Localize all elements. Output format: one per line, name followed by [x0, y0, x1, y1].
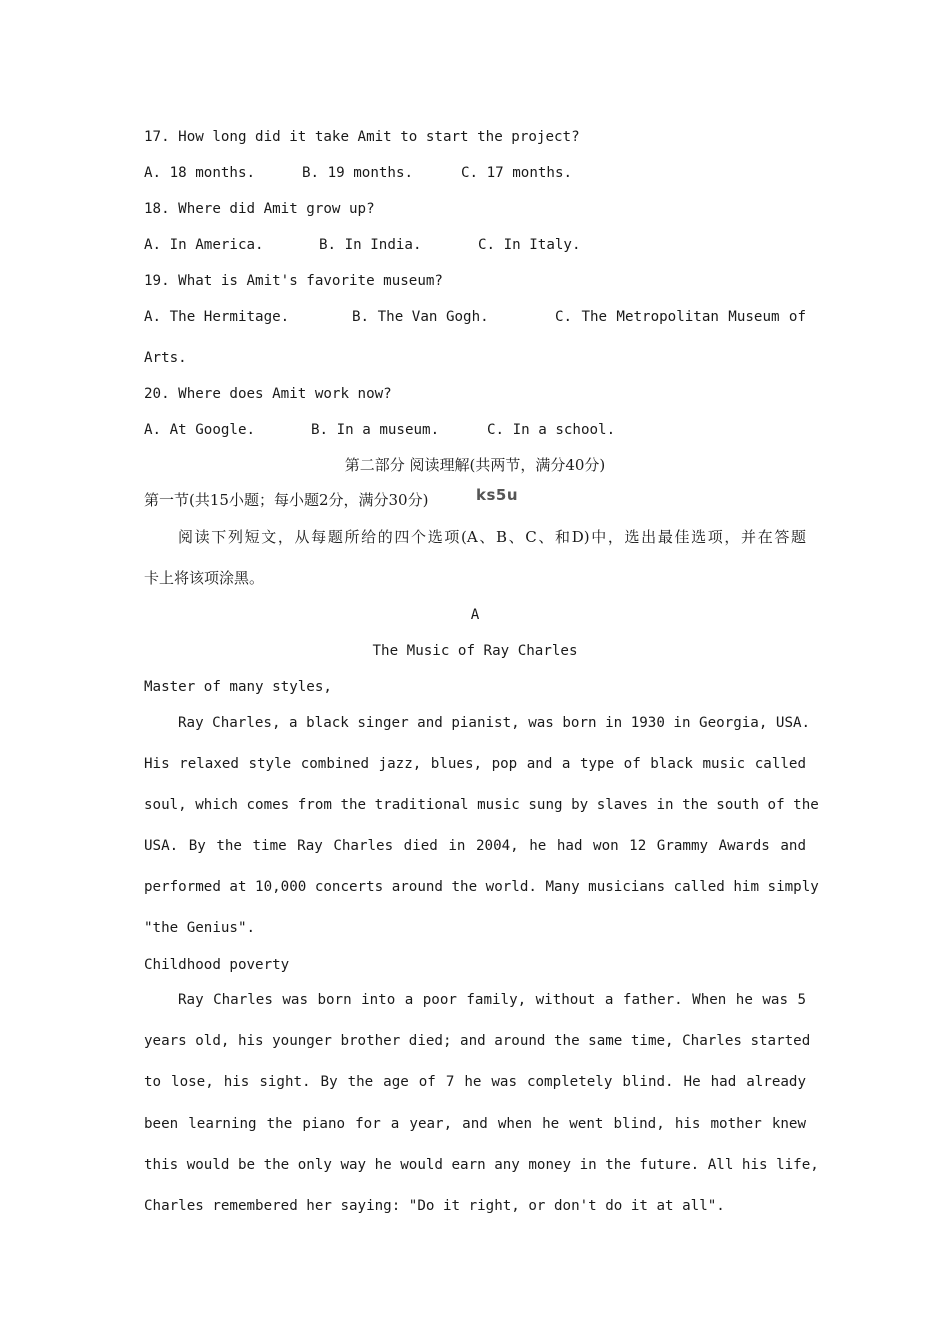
paragraph-2-line-5: this would be the only way he would earn any money in the future. All his life, — [144, 1157, 819, 1173]
paragraph-2-line-6: Charles remembered her saying: "Do it right, or don't do it at all". — [144, 1198, 725, 1214]
question-17-stem: 17. How long did it take Amit to start the project? — [144, 129, 580, 145]
paragraph-1-line-6: "the Genius". — [144, 920, 256, 936]
question-19-option-c-continued: Arts. — [144, 350, 187, 366]
paragraph-1-line-2: His relaxed style combined jazz, blues, pop and a type of black music called — [144, 756, 806, 772]
ks5u-logo: ks5u — [476, 486, 519, 504]
passage-letter: A — [470, 607, 480, 623]
question-20-option-a: A. At Google. — [144, 422, 256, 438]
question-20-option-c: C. In a school. — [487, 422, 616, 438]
passage-title: The Music of Ray Charles — [372, 643, 578, 659]
question-19-option-b: B. The Van Gogh. — [352, 309, 489, 325]
instruction-line-1: 阅读下列短文，从每题所给的四个选项(A、B、C、和D)中，选出最佳选项，并在答题 — [178, 528, 806, 546]
question-18-option-a: A. In America. — [144, 237, 264, 253]
question-17-option-a: A. 18 months. — [144, 165, 256, 181]
question-20-stem: 20. Where does Amit work now? — [144, 386, 392, 402]
paragraph-2-line-1: Ray Charles was born into a poor family, without a father. When he was 5 — [178, 992, 806, 1008]
question-18-option-b: B. In India. — [319, 237, 422, 253]
subheading-master-of-many-styles: Master of many styles, — [144, 679, 332, 695]
part-two-heading: 第二部分 阅读理解(共两节，满分40分) — [344, 456, 606, 474]
question-17-option-c: C. 17 months. — [461, 165, 573, 181]
question-19-option-a: A. The Hermitage. — [144, 309, 290, 325]
question-20-option-b: B. In a museum. — [311, 422, 440, 438]
instruction-line-2: 卡上将该项涂黑。 — [144, 569, 265, 587]
question-18-stem: 18. Where did Amit grow up? — [144, 201, 375, 217]
question-19-option-c: C. The Metropolitan Museum of — [555, 309, 806, 325]
paragraph-2-line-3: to lose, his sight. By the age of 7 he was completely blind. He had already — [144, 1074, 806, 1090]
paragraph-2-line-4: been learning the piano for a year, and when he went blind, his mother knew — [144, 1116, 806, 1132]
paragraph-1-line-3: soul, which comes from the traditional music sung by slaves in the south of the — [144, 797, 819, 813]
subheading-childhood-poverty: Childhood poverty — [144, 957, 290, 973]
section-one-heading: 第一节(共15小题；每小题2分，满分30分) — [144, 491, 429, 509]
question-17-option-b: B. 19 months. — [302, 165, 414, 181]
paragraph-2-line-2: years old, his younger brother died; and around the same time, Charles started — [144, 1033, 811, 1049]
paragraph-1-line-4: USA. By the time Ray Charles died in 2004, he had won 12 Grammy Awards and — [144, 838, 806, 854]
paragraph-1-line-1: Ray Charles, a black singer and pianist, was born in 1930 in Georgia, USA. — [178, 715, 811, 731]
paragraph-1-line-5: performed at 10,000 concerts around the world. Many musicians called him simply — [144, 879, 819, 895]
question-19-stem: 19. What is Amit's favorite museum? — [144, 273, 443, 289]
question-18-option-c: C. In Italy. — [478, 237, 581, 253]
